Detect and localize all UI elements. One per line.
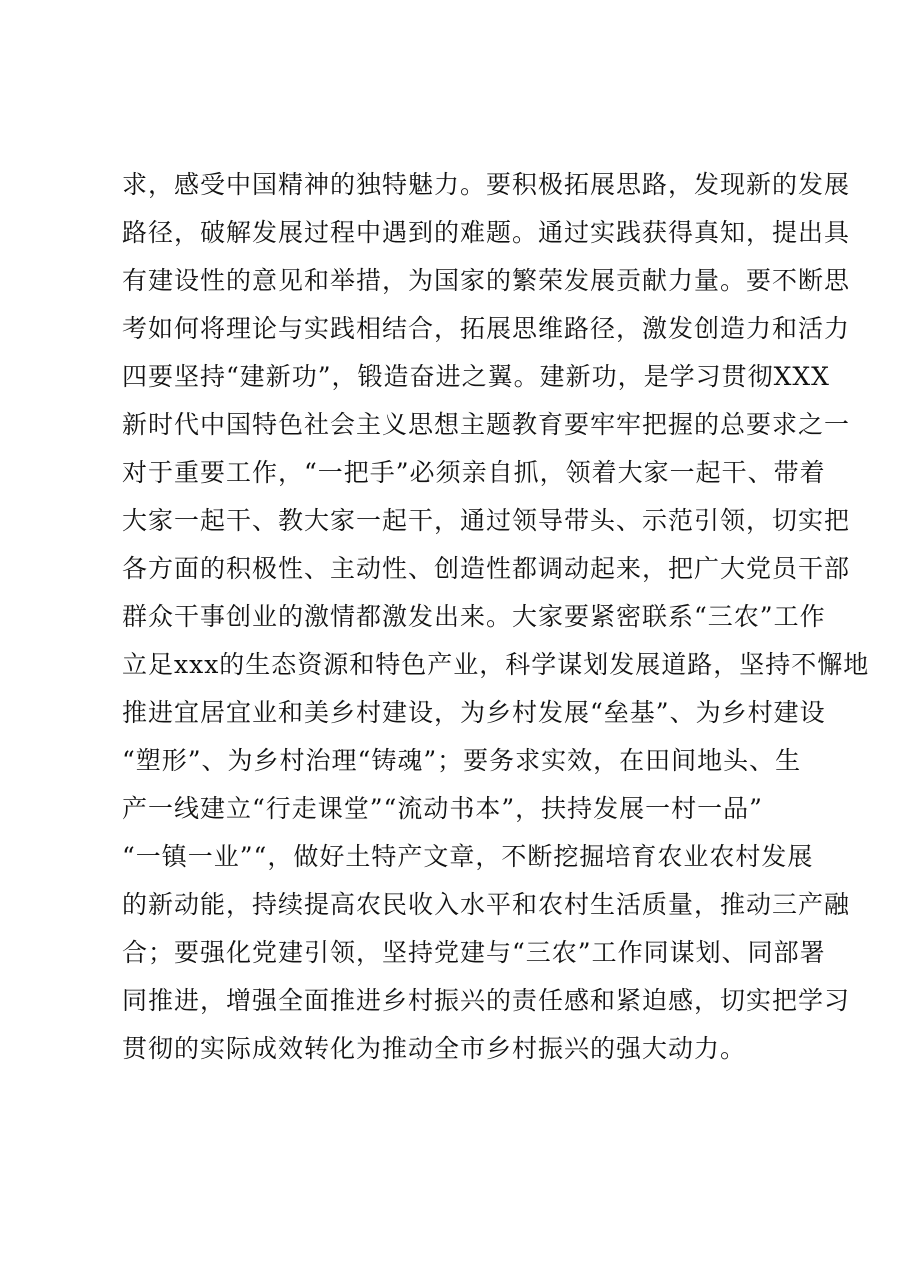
text-line: 求，感受中国精神的独特魅力。要积极拓展思路，发现新的发展 [122, 170, 851, 199]
text-line: 推进宜居宜业和美乡村建设，为乡村发展“垒基”、为乡村建设 [122, 698, 826, 727]
text-line: 有建设性的意见和举措，为国家的繁荣发展贡献力量。要不断思 [122, 266, 851, 295]
text-line: 新时代中国特色社会主义思想主题教育要牢牢把握的总要求之一 [122, 410, 851, 439]
text-line: 贯彻的实际成效转化为推动全市乡村振兴的强大动力。 [122, 1034, 747, 1063]
body-text [122, 161, 870, 1073]
text-line: “一镇一业”“，做好土特产文章，不断挖掘培育农业农村发展 [122, 842, 814, 871]
text-line: 的新动能，持续提高农民收入水平和农村生活质量，推动三产融 [122, 890, 851, 919]
text-line: “塑形”、为乡村治理“铸魂”；要务求实效，在田间地头、生 [122, 746, 802, 775]
text-line: 路径，破解发展过程中遇到的难题。通过实践获得真知，提出具 [122, 218, 851, 247]
text-line: 立足xxx的生态资源和特色产业，科学谋划发展道路，坚持不懈地 [122, 650, 870, 679]
text-line: 各方面的积极性、主动性、创造性都调动起来，把广大党员干部 [122, 554, 851, 583]
text-line: 群众干事创业的激情都激发出来。大家要紧密联系“三农”工作 [122, 602, 826, 631]
text-line: 四要坚持“建新功”，锻造奋进之翼。建新功，是学习贯彻XXX [122, 362, 830, 391]
text-line: 大家一起干、教大家一起干，通过领导带头、示范引领，切实把 [122, 506, 851, 535]
text-line: 对于重要工作，“一把手”必须亲自抓，领着大家一起干、带着 [122, 458, 826, 487]
text-line: 合；要强化党建引领，坚持党建与“三农”工作同谋划、同部署 [122, 938, 826, 967]
text-line: 产一线建立“行走课堂”“流动书本”，扶持发展一村一品” [122, 794, 763, 823]
text-line: 考如何将理论与实践相结合，拓展思维路径，激发创造力和活力 [122, 314, 851, 343]
text-line: 同推进，增强全面推进乡村振兴的责任感和紧迫感，切实把学习 [122, 986, 851, 1015]
